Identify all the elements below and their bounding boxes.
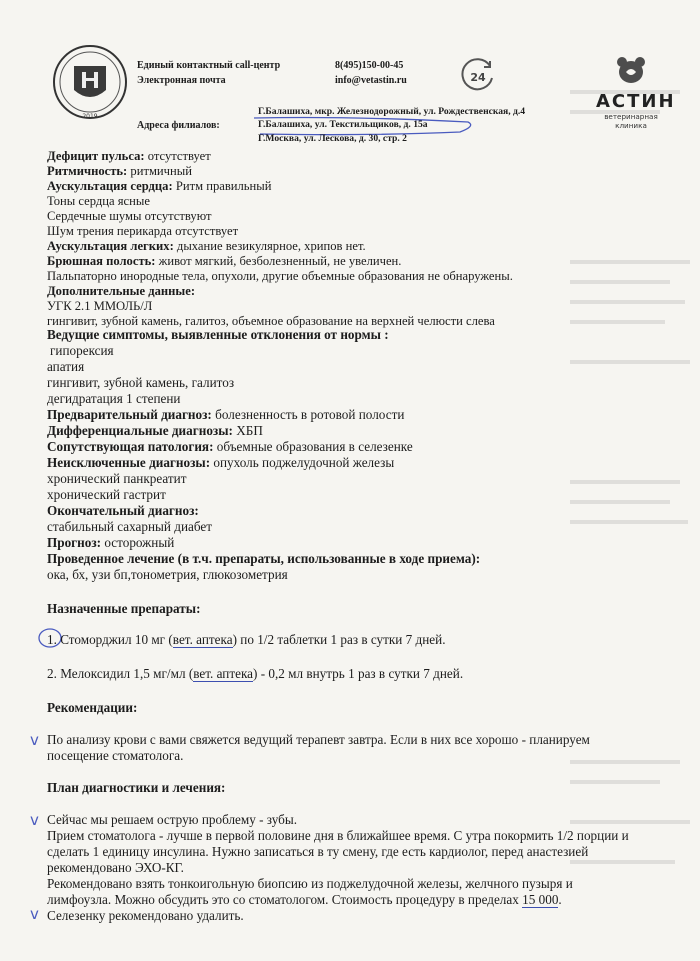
bleed-through-texture [560,60,700,960]
heart-line-3: Сердечные шумы отсутствуют [47,209,212,223]
rhythm-label: Ритмичность: [47,164,128,178]
heart-auscultation-line [47,179,271,194]
nonexcluded-line-3: хронический гастрит [47,487,166,502]
pen-check-mark: v [30,905,39,923]
plan-line-6 [47,892,562,907]
vet-clinic-seal-logo [52,42,128,126]
symptom-item: гингивит, зубной камень, галитоз [47,375,235,390]
heart-line-2: Тоны сердца ясные [47,194,150,208]
plan-line-2: Прием стоматолога - лучше в первой половине дня в ближайшее время. С утра покормить 1/2 порции и [47,828,629,843]
symptom-item: гипорексия [50,343,114,358]
callcenter-phone: 8(495)150-00-45 [335,60,404,71]
recommendations-label: Рекомендации: [47,700,138,715]
plan-line-1: Сейчас мы решаем острую проблему - зубы. [47,812,298,827]
drug-2-text-a: 2. Мелоксидил 1,5 мг/мл ( [47,666,194,681]
svg-text:2019: 2019 [82,113,98,120]
prognosis-line [47,535,174,550]
drugs-label: Назначенные препараты: [47,601,201,616]
brand-subtitle-1: ветеринарная [604,112,658,121]
procedure-price: 15 000 [522,892,559,907]
pen-check-mark: v [30,731,39,749]
prognosis-label: Прогноз: [47,535,102,550]
rhythm-value: ритмичный [127,164,192,178]
pulse-deficit-line [47,149,211,164]
branch-address-3: Г.Москва, ул. Лескова, д. 30, стр. 2 [258,133,407,144]
drug-2-text-c: ) - 0,2 мл внутрь 1 раз в сутки 7 дней. [253,666,464,681]
recommendation-line-1: По анализу крови с вами свяжется ведущий терапевт завтра. Если в них все хорошо - планируем [47,732,590,747]
drug-1-number: 1. [47,632,57,647]
drug-item-1 [47,632,446,647]
bear-paw-logo-icon [616,56,646,84]
plan-label: План диагностики и лечения: [47,780,226,795]
recommendation-line-2: посещение стоматолога. [47,748,184,763]
lungs-label: Аускультация легких: [47,239,174,253]
diff-diagnosis-value: ХБП [232,423,263,438]
heart-value: Ритм правильный [172,179,272,193]
diff-diagnosis-label: Дифференциальные диагнозы: [47,423,233,438]
drug-1-text-c: ) по 1/2 таблетки 1 раз в сутки 7 дней. [232,632,446,647]
extra-data-line-2: гингивит, зубной камень, галитоз, объемное образование на верхней челюсти слева [47,314,495,328]
final-diagnosis-heading [47,503,199,518]
plan-line-5: Рекомендовано взять тонкоигольную биопсию из поджелудочной железы, желчного пузыря и [47,876,573,891]
nonexcluded-value: опухоль поджелудочной железы [210,455,395,470]
final-diagnosis-label: Окончательный диагноз: [47,503,199,518]
abdomen-label: Брюшная полость: [47,254,156,268]
plan-line-4: рекомендовано ЭХО-КГ. [47,860,184,875]
email-value: info@vetastin.ru [335,75,407,86]
prelim-diagnosis-label: Предварительный диагноз: [47,407,212,422]
extra-data-heading [47,284,195,299]
treatment-label: Проведенное лечение (в т.ч. препараты, использованные в ходе приема): [47,551,481,566]
plan-line-6-end: . [558,892,562,907]
branches-label: Адреса филиалов: [137,120,220,131]
lungs-line [47,239,366,254]
drug-item-2 [47,666,463,681]
comorbidity-label: Сопутствующая патология: [47,439,214,454]
symptoms-heading [47,327,389,342]
treatment-value: ока, бх, узи бп,тонометрия, глюкозометрия [47,567,288,582]
brand-subtitle-2: клиника [615,121,647,130]
heart-line-4: Шум трения перикарда отсутствует [47,224,239,238]
plan-line-3: сделать 1 единицу инсулина. Нужно записаться в ту смену, где есть кардиолог, перед анастезией [47,844,589,859]
comorbidity-value: объемные образования в селезенке [213,439,413,454]
pulse-deficit-value: отсутствует [144,149,211,163]
clock-24-icon [460,58,496,94]
treatment-heading [47,551,480,566]
symptoms-label: Ведущие симптомы, выявленные отклонения от нормы : [47,327,389,342]
drugs-heading [47,601,200,616]
abdomen-line-2: Пальпаторно инородные тела, опухоли, другие объемные образования не обнаружены. [47,269,513,283]
plan-line-7: Селезенку рекомендовано удалить. [47,908,244,923]
prognosis-value: осторожный [101,535,175,550]
clock-24-text: 24 [470,71,486,84]
symptom-item: дегидратация 1 степени [47,391,181,406]
extra-data-line-1: УГК 2.1 ММОЛЬ/Л [47,299,153,313]
drug-1-pharmacy: вет. аптека [172,632,233,647]
brand-name: АСТИН [596,91,676,112]
pulse-deficit-label: Дефицит пульса: [47,149,145,163]
brand-block [596,56,676,130]
rhythm-line [47,164,192,179]
callcenter-label: Единый контактный call-центр [137,60,281,71]
nonexcluded-line-2: хронический панкреатит [47,471,187,486]
email-label: Электронная почта [137,75,226,86]
lungs-value: дыхание везикулярное, хрипов нет. [173,239,366,253]
branch-address-1: Г.Балашиха, мкр. Железнодорожный, ул. Рождественская, д.4 [258,106,526,117]
abdomen-value: живот мягкий, безболезненный, не увеличен. [155,254,402,268]
diff-diagnosis-line [47,423,263,438]
drug-1-text-a: Стоморджил 10 мг ( [56,632,173,647]
pen-check-mark: v [30,811,39,829]
drug-2-pharmacy: вет. аптека [193,666,253,681]
final-diagnosis-value: стабильный сахарный диабет [47,519,213,534]
plan-line-6-text: лимфоузла. Можно обсудить это со стоматологом. Стоимость процедуру в пределах [47,892,523,907]
heart-label: Аускультация сердца: [47,179,173,193]
prelim-diagnosis-line [47,407,404,422]
nonexcluded-label: Неисключенные диагнозы: [47,455,211,470]
plan-heading [47,780,225,795]
comorbidity-line [47,439,413,454]
abdomen-line [47,254,401,269]
symptom-item: апатия [47,359,85,374]
prelim-diagnosis-value: болезненность в ротовой полости [211,407,405,422]
extra-data-label: Дополнительные данные: [47,284,196,298]
recommendations-heading [47,700,137,715]
nonexcluded-diagnosis-line [47,455,394,470]
branch-address-2: Г.Балашиха, ул. Текстильщиков, д. 15а [258,119,428,130]
